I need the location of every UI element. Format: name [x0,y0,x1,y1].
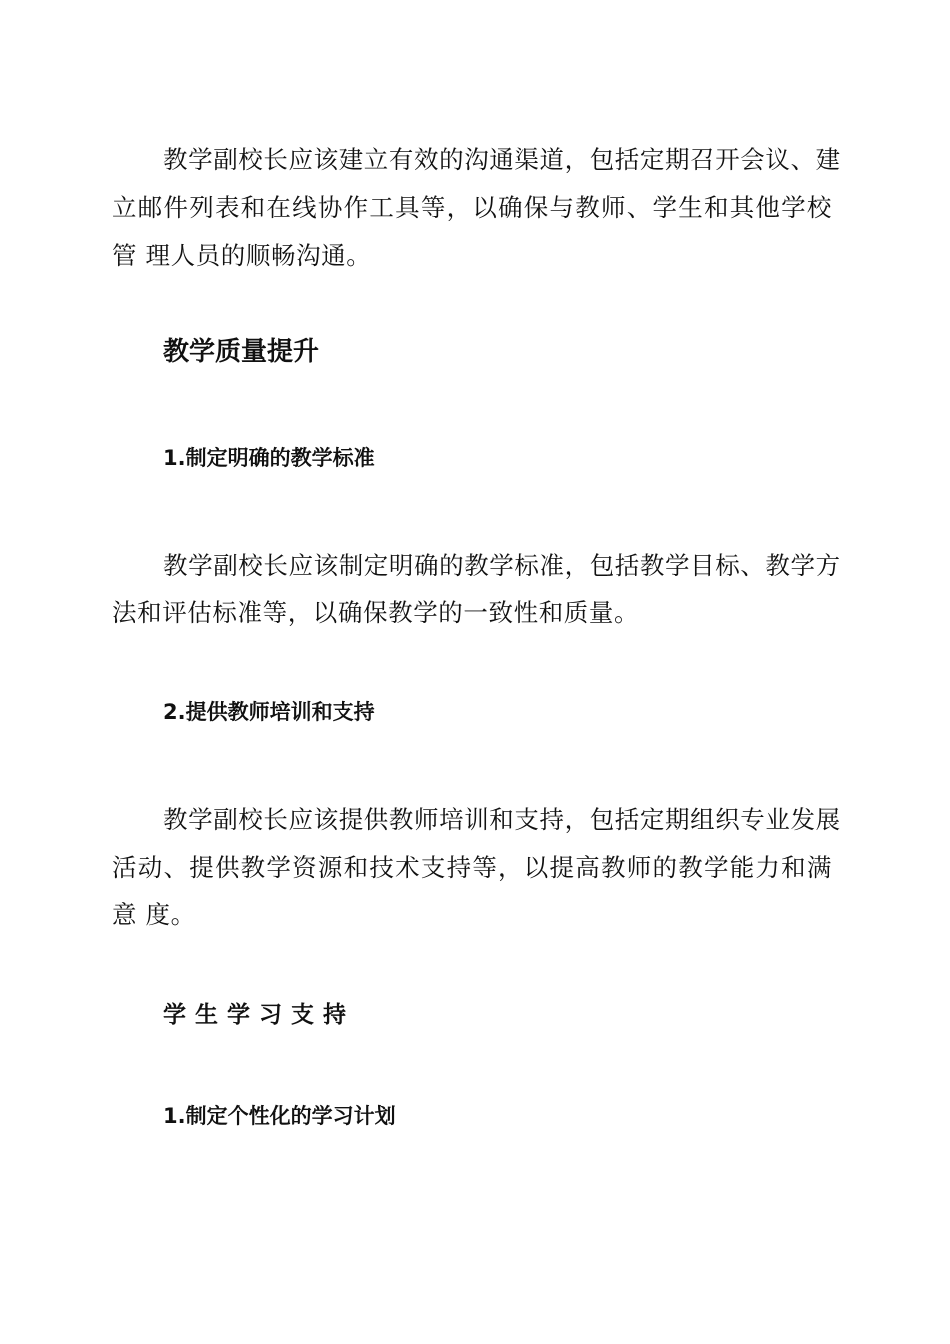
teacher-training-paragraph-line-3: 意 度。 [112,900,196,929]
intro-paragraph-line-1: 教学副校长应该建立有效的沟通渠道，包括定期召开会议、建 [163,145,841,174]
teaching-standards-paragraph-line-1: 教学副校长应该制定明确的教学标准，包括教学目标、教学方 [163,551,841,580]
item-heading-teacher-training: 2.提供教师培训和支持 [163,700,375,724]
intro-paragraph-line-3: 管 理人员的顺畅沟通。 [112,241,372,270]
section-heading-teaching-quality: 教学质量提升 [163,337,320,367]
teacher-training-paragraph-line-1: 教学副校长应该提供教师培训和支持，包括定期组织专业发展 [163,805,841,834]
teacher-training-paragraph-line-2: 活动、提供教学资源和技术支持等，以提高教师的教学能力和满 [112,853,832,882]
intro-paragraph-line-2: 立邮件列表和在线协作工具等，以确保与教师、学生和其他学校 [112,193,832,222]
item-heading-teaching-standards: 1.制定明确的教学标准 [163,446,375,470]
item-heading-personalized-plan: 1.制定个性化的学习计划 [163,1104,396,1128]
teaching-standards-paragraph-line-2: 法和评估标准等，以确保教学的一致性和质量。 [112,598,640,627]
section-heading-student-support: 学生学习支持 [163,1002,355,1028]
